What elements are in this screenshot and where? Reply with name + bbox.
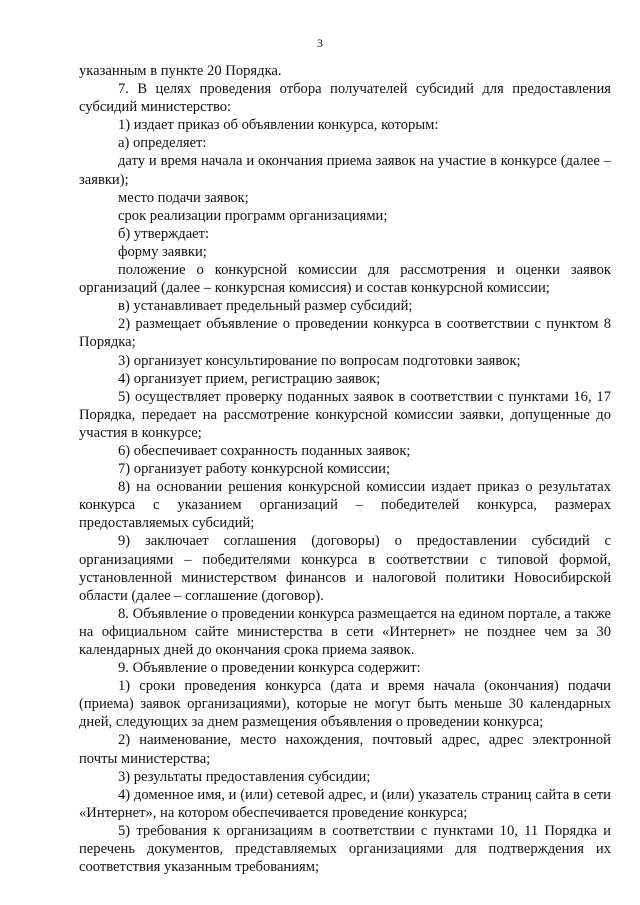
paragraph: положение о конкурсной комиссии для рассмотрения и оценки заявок организаций (далее – конкурсная комиссия) и состав конкурсной комиссии; [79,262,611,297]
paragraph: 2) размещает объявление о проведении конкурса в соответствии с пунктом 8 Порядка; [79,316,611,351]
paragraph: 8) на основании решения конкурсной комиссии издает приказ о результатах конкурса с указанием организаций – победителей конкурса, размерах предоставляемых субсидий; [79,479,611,532]
paragraph: 7) организует работу конкурсной комиссии; [118,461,390,478]
paragraph: 4) доменное имя, и (или) сетевой адрес, и (или) указатель страниц сайта в сети «Интернет», на котором обеспечивается проведение конкурса; [79,786,611,821]
paragraph: дату и время начала и окончания приема заявок на участие в конкурсе (далее – заявки); [79,153,611,188]
paragraph: 6) обеспечивает сохранность поданных заявок; [118,442,411,459]
paragraph: 1) издает приказ об объявлении конкурса, которым: [118,117,439,134]
paragraph: 9. Объявление о проведении конкурса содержит: [118,660,421,677]
paragraph: 5) требования к организациям в соответствии с пунктами 10, 11 Порядка и перечень документов, представляемых организациями для подтверждения их соответствия указанным требованиям; [79,822,611,876]
page-number: 3 [317,36,323,50]
paragraph: 2) наименование, место нахождения, почтовый адрес, адрес электронной почты министерства; [79,732,611,767]
paragraph: 5) осуществляет проверку поданных заявок в соответствии с пунктами 16, 17 Порядка, передает на рассмотрение конкурсной комиссии заявки, допущенные до участия в конкурсе; [79,388,611,441]
paragraph: указанным в пункте 20 Порядка. [79,63,282,79]
paragraph: 7. В целях проведения отбора получателей субсидий для предоставления субсидий министерство: [79,81,611,116]
paragraph: место подачи заявок; [118,189,249,206]
paragraph: 3) результаты предоставления субсидии; [118,768,371,785]
paragraph: б) утверждает: [118,225,210,242]
paragraph: форму заявки; [118,243,207,260]
document-body [79,62,611,876]
paragraph: 4) организует прием, регистрацию заявок; [118,370,381,387]
paragraph: а) определяет: [118,135,207,152]
paragraph: в) устанавливает предельный размер субсидий; [118,298,413,315]
paragraph: срок реализации программ организациями; [118,207,388,224]
paragraph: 8. Объявление о проведении конкурса размещается на едином портале, а также на официальном сайте министерства в сети «Интернет» не позднее чем за 30 календарных дней до окончания срока приема заявок. [79,605,611,658]
paragraph: 9) заключает соглашения (договоры) о предоставлении субсидий с организациями – победителями конкурса в соответствии с типовой формой, установленной министерством финансов и налоговой политики Новосибирской области (далее – соглашение (договор). [79,533,611,604]
paragraph: 1) сроки проведения конкурса (дата и время начала (окончания) подачи (приема) заявок организациями), которые не могут быть меньше 30 календарных дней, следующих за днем размещения объявления о проведении конкурса; [79,678,611,731]
paragraph: 3) организует консультирование по вопросам подготовки заявок; [118,352,521,369]
